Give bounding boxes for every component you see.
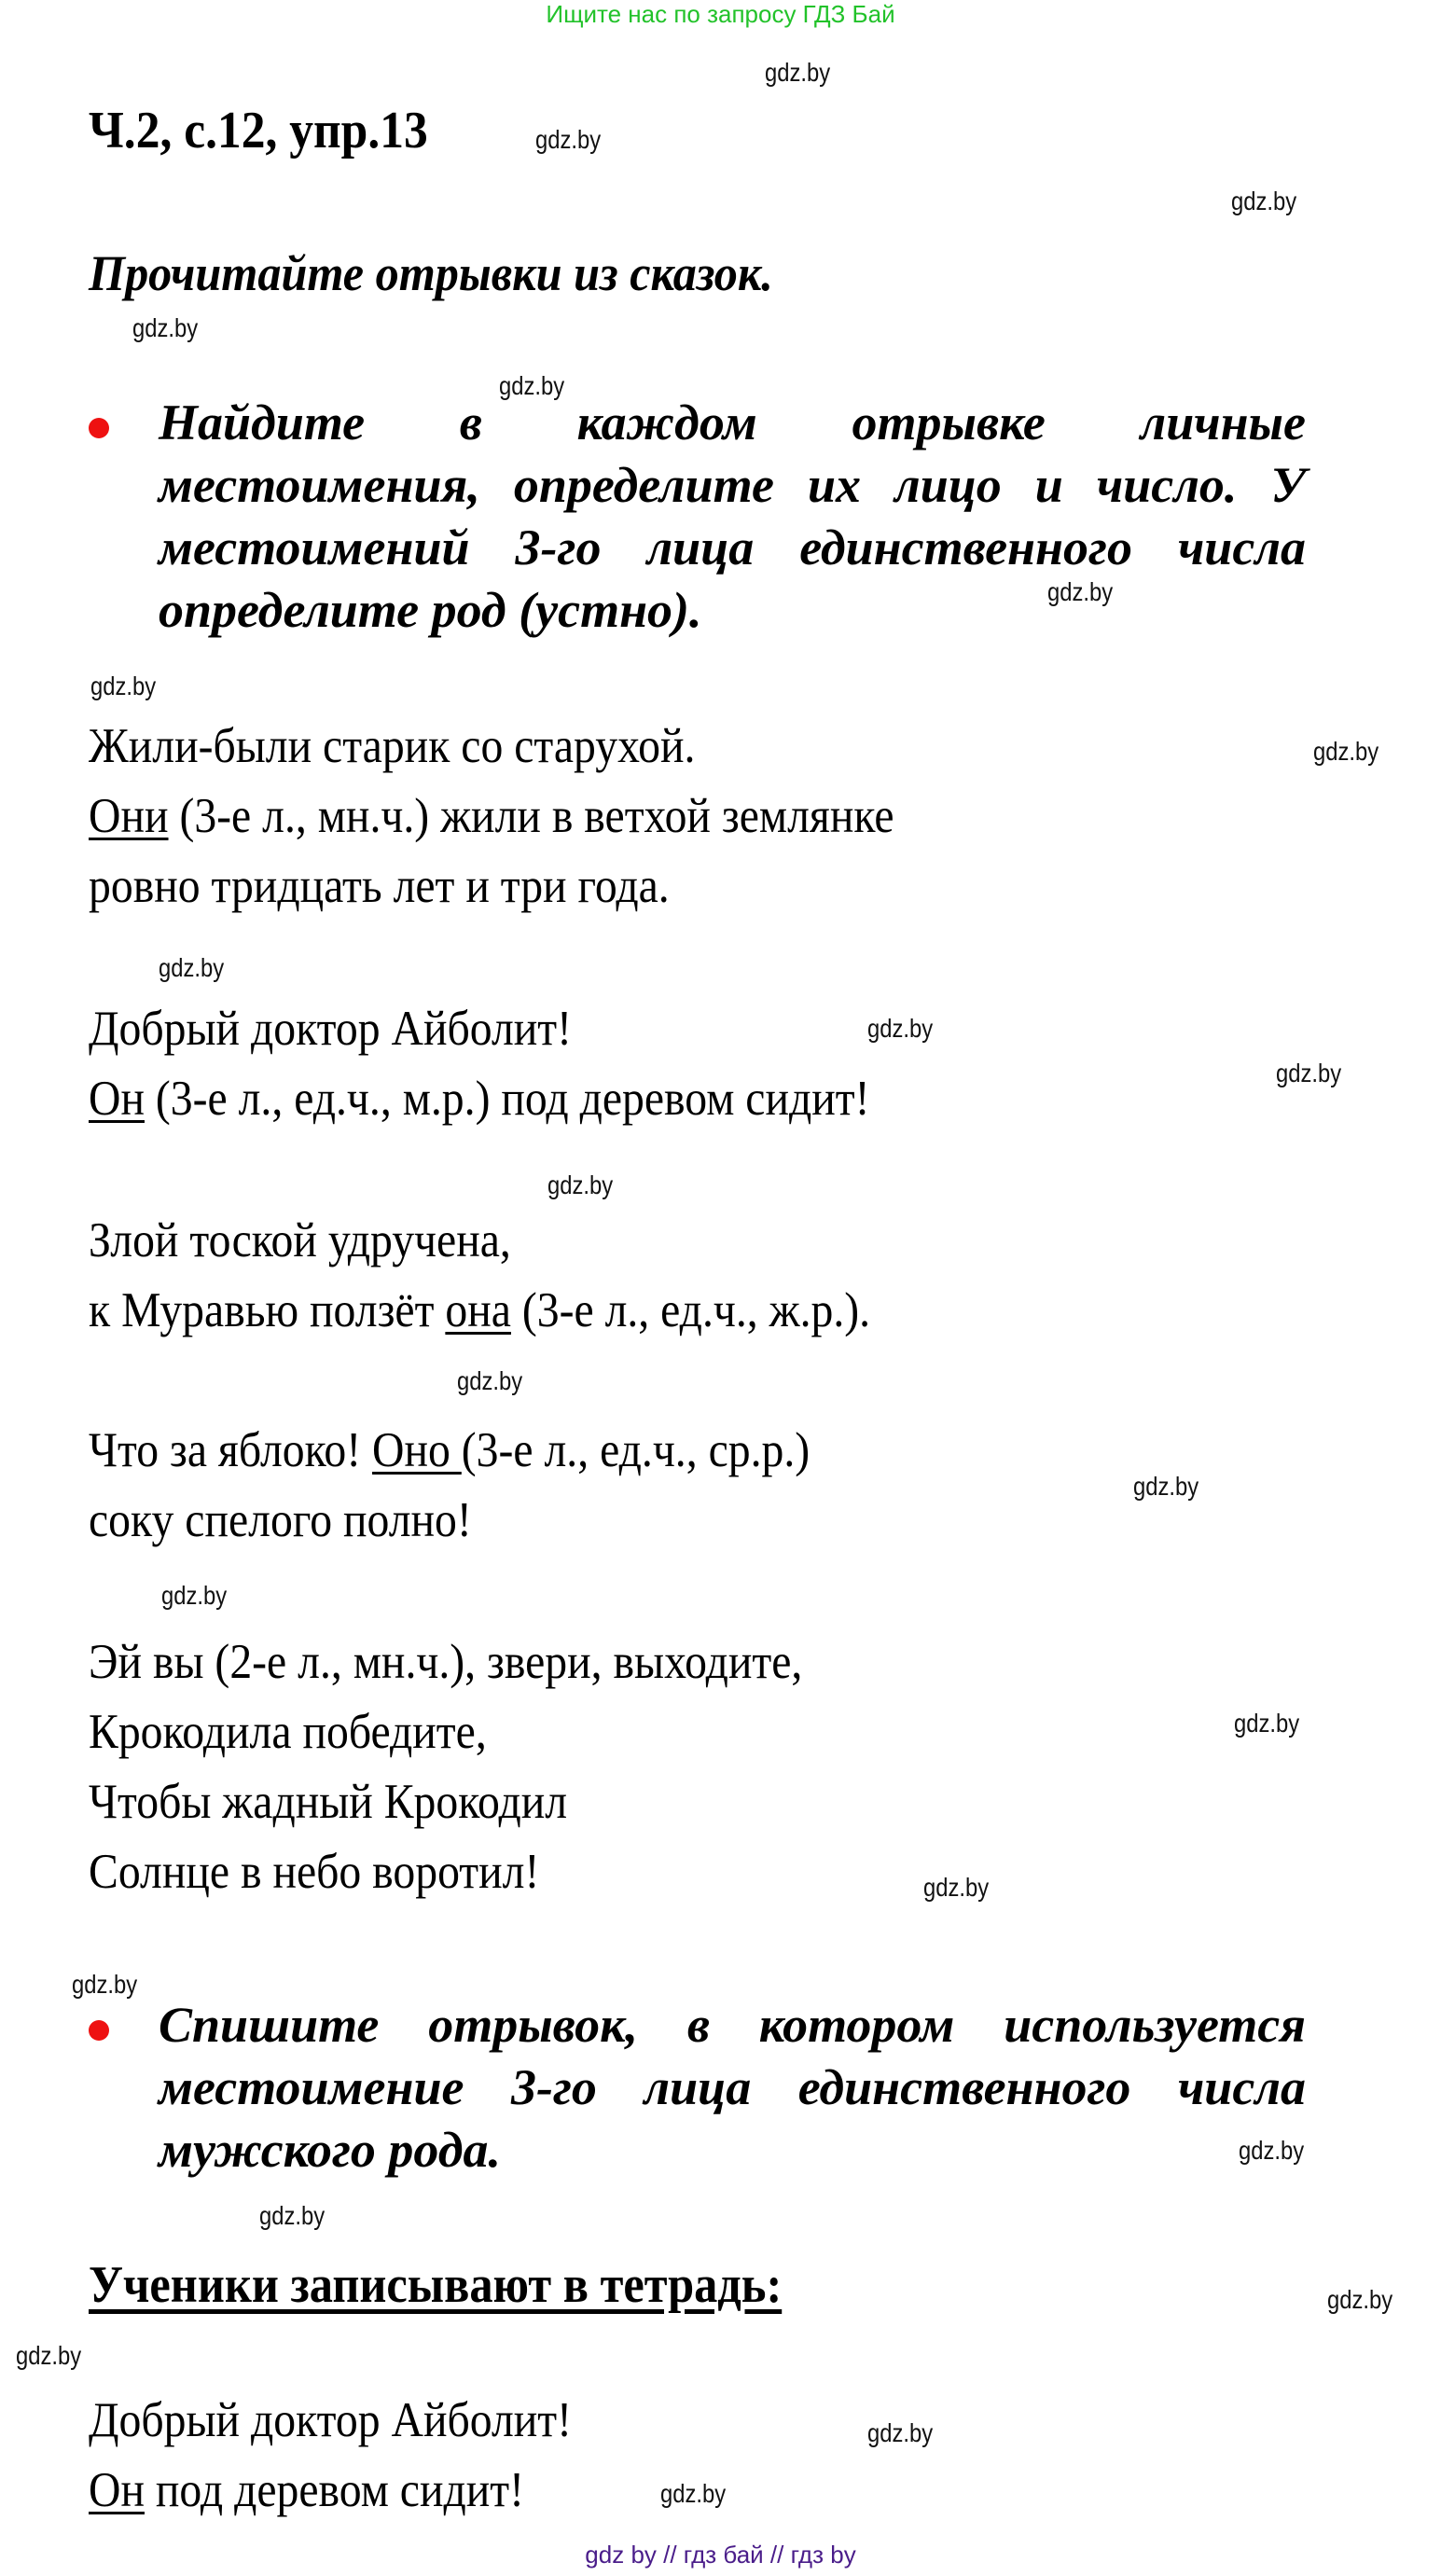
search-banner: Ищите нас по запросу ГДЗ Бай — [546, 0, 895, 28]
pronoun: она — [445, 1283, 511, 1337]
watermark: gdz.by — [1231, 187, 1297, 215]
excerpt-5-line-3 — [89, 1774, 567, 1830]
text: Добрый доктор Айболит! — [89, 2393, 573, 2447]
text: Что за яблоко! — [89, 1423, 373, 1477]
exercise-title: Ч.2, с.12, упр.13 — [89, 102, 428, 159]
text: Крокодила победите, — [89, 1705, 487, 1759]
text: Чтобы жадный Крокодил — [89, 1775, 568, 1829]
watermark: gdz.by — [90, 672, 157, 700]
watermark: gdz.by — [132, 313, 199, 342]
watermark: gdz.by — [16, 2341, 82, 2370]
watermark: gdz.by — [765, 58, 831, 87]
excerpt-4-line-2 — [89, 1492, 472, 1548]
text: Добрый доктор Айболит! — [89, 1002, 573, 1056]
watermark: gdz.by — [159, 953, 225, 982]
watermark: gdz.by — [867, 1014, 934, 1043]
footer-links: gdz by // гдз бай // гдз by — [585, 2541, 856, 2569]
watermark: gdz.by — [867, 2418, 934, 2447]
watermark: gdz.by — [535, 125, 602, 154]
watermark: gdz.by — [1234, 1709, 1300, 1738]
text: (3-е л., мн.ч.) жили в ветхой землянке — [168, 789, 894, 843]
task-text: Спишите отрывок, в котором используется местоимение 3-го лица единственного числа мужского рода. — [159, 1997, 1306, 2178]
text: Эй вы (2-е л., мн.ч.), звери, выходите, — [89, 1635, 803, 1689]
task-text: Найдите в каждом отрывке личные местоимения, определите их лицо и число. У местоимений 3-го лица единственного числа определите род (устно). — [159, 395, 1306, 638]
answer-line-1 — [89, 2392, 572, 2448]
excerpt-1-line-3 — [89, 858, 670, 914]
text: под деревом сидит! — [144, 2463, 525, 2517]
text: (3-е л., ед.ч., м.р.) под деревом сидит! — [144, 1072, 870, 1126]
excerpt-3-line-1 — [89, 1212, 511, 1268]
excerpt-2-line-1 — [89, 1001, 572, 1057]
pronoun: Они — [89, 789, 169, 843]
watermark: gdz.by — [499, 371, 565, 400]
watermark: gdz.by — [547, 1170, 614, 1199]
watermark: gdz.by — [1239, 2136, 1305, 2165]
pronoun: Он — [89, 2463, 145, 2517]
excerpt-5-line-4 — [89, 1844, 539, 1900]
text: Солнце в небо воротил! — [89, 1845, 540, 1899]
watermark: gdz.by — [1276, 1059, 1342, 1087]
watermark: gdz.by — [923, 1873, 990, 1902]
excerpt-4-line-1 — [89, 1422, 810, 1478]
excerpt-5-line-1 — [89, 1634, 802, 1690]
instruction-heading: Прочитайте отрывки из сказок. — [89, 245, 773, 301]
watermark: gdz.by — [72, 1970, 138, 1999]
excerpt-5-line-2 — [89, 1704, 487, 1760]
answer-heading: Ученики записывают в тетрадь: — [89, 2256, 783, 2314]
pronoun: Он — [89, 1072, 145, 1126]
excerpt-3-line-2 — [89, 1282, 870, 1338]
text: (3-е л., ед.ч., ср.р.) — [461, 1423, 811, 1477]
text: к Муравью ползёт — [89, 1283, 446, 1337]
watermark: gdz.by — [660, 2479, 727, 2508]
answer-line-2 — [89, 2462, 524, 2518]
watermark: gdz.by — [161, 1581, 228, 1610]
watermark: gdz.by — [1047, 577, 1114, 606]
text: (3-е л., ед.ч., ж.р.). — [510, 1283, 871, 1337]
watermark: gdz.by — [1133, 1472, 1199, 1501]
text: ровно тридцать лет и три года. — [89, 859, 670, 913]
watermark: gdz.by — [259, 2201, 326, 2230]
watermark: gdz.by — [1313, 737, 1379, 766]
excerpt-2-line-2 — [89, 1071, 870, 1127]
excerpt-1-line-1 — [89, 718, 695, 774]
excerpt-1-line-2 — [89, 788, 894, 844]
pronoun: Оно — [372, 1423, 462, 1477]
bullet-dot-icon — [89, 2020, 109, 2041]
text: Жили-были старик со старухой. — [89, 719, 696, 773]
text: Злой тоской удручена, — [89, 1213, 511, 1267]
bullet-dot-icon — [89, 418, 109, 438]
watermark: gdz.by — [457, 1366, 523, 1395]
text: соку спелого полно! — [89, 1493, 472, 1547]
watermark: gdz.by — [1327, 2285, 1393, 2314]
